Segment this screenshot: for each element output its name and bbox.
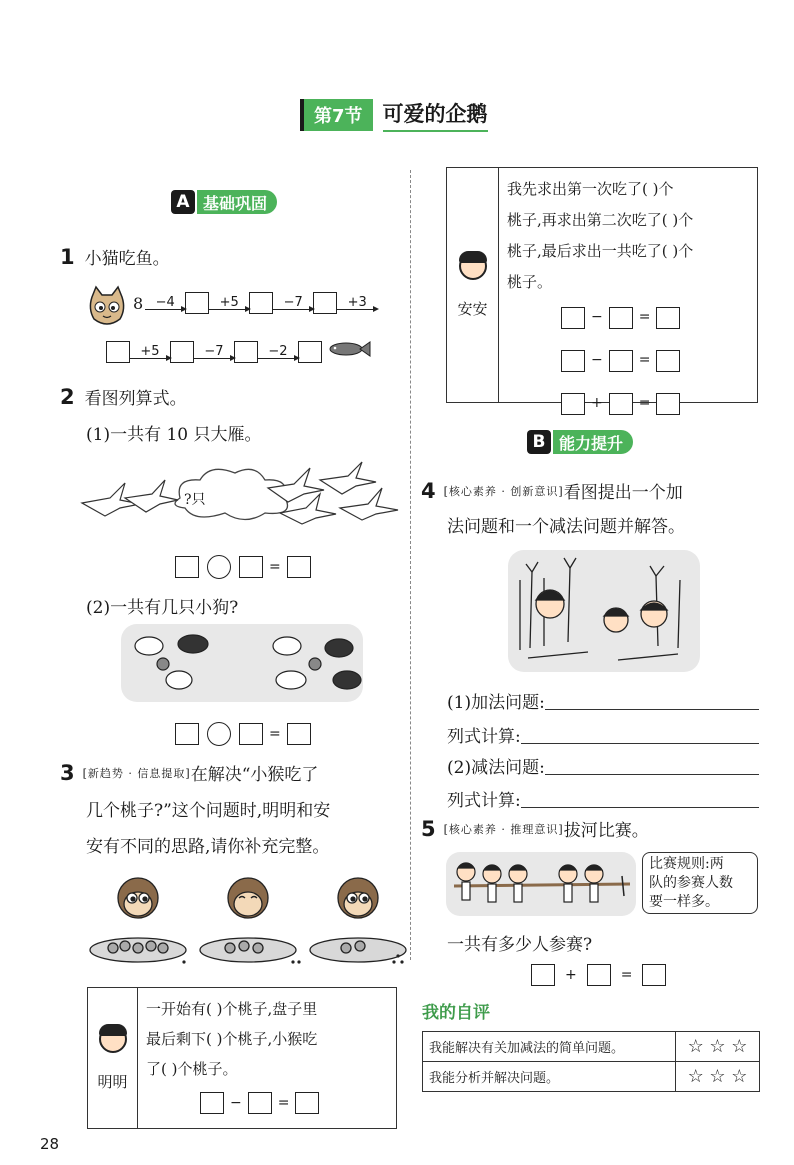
anan-box[interactable] [609, 393, 633, 415]
q4-add-label: (1)加法问题: [447, 693, 545, 713]
table-row [423, 1062, 760, 1092]
q4-heading [421, 478, 683, 503]
self-eval-title: 我的自评 [422, 1003, 490, 1023]
q2-equation-1 [175, 555, 311, 579]
q1-number: 1 [60, 244, 75, 269]
q4-calc1-line[interactable] [521, 722, 759, 744]
anan-name: 安安 [457, 299, 488, 318]
minus-sign: − [591, 352, 603, 368]
q2-operator-circle[interactable] [207, 555, 231, 579]
mingming-avatar-col [88, 988, 138, 1128]
q4-calc1-label: 列式计算: [447, 727, 521, 747]
q1-answer-box[interactable] [249, 292, 273, 314]
q1-arrow-2: +5 [209, 296, 249, 310]
anan-panel [446, 167, 758, 411]
section-b-letter: B [527, 430, 551, 454]
q4-sub-question-row [447, 753, 759, 778]
q4-add-answer-line[interactable] [545, 688, 759, 710]
minus-sign: − [230, 1095, 242, 1111]
equals-sign: = [638, 352, 651, 368]
q3-number: 3 [60, 760, 75, 785]
self-eval-row-text: 我能解决有关加减法的简单问题。 [423, 1032, 676, 1062]
anan-equations [561, 302, 749, 419]
anan-line3: 桃子,最后求出一共吃了( )个 [507, 242, 694, 260]
dogs-picture [121, 624, 363, 702]
section-a-letter: A [171, 190, 195, 214]
q2-operand-box[interactable] [239, 556, 263, 578]
equals-sign: = [269, 726, 281, 742]
equals-sign: = [269, 559, 281, 575]
chapter-header [300, 98, 488, 132]
minus-sign: − [591, 309, 603, 325]
geese-picture [80, 458, 400, 533]
mingming-panel [87, 987, 397, 1129]
anan-line2: 桃子,再求出第二次吃了( )个 [507, 211, 694, 229]
q2-operator-circle[interactable] [207, 722, 231, 746]
section-b-badge [527, 430, 633, 454]
q4-calc2-row [447, 786, 759, 811]
page-number: 28 [40, 1135, 60, 1153]
mingming-line3: 了( )个桃子。 [146, 1060, 238, 1078]
anan-line4: 桃子。 [507, 273, 553, 291]
star-rating[interactable]: ☆ ☆ ☆ [676, 1032, 760, 1062]
self-eval-row-text: 我能分析并解决问题。 [423, 1062, 676, 1092]
q5-question: 一共有多少人参赛? [447, 935, 593, 955]
q2-result-box[interactable] [287, 723, 311, 745]
planting-picture [508, 550, 700, 672]
q1-answer-box[interactable] [106, 341, 130, 363]
q4-number: 4 [421, 478, 436, 503]
equals-sign: = [620, 967, 633, 983]
section-label: 第7节 [300, 99, 373, 131]
q3-tag: [新趋势 · 信息提取] [82, 766, 191, 780]
mingming-line1: 一开始有( )个桃子,盘子里 [146, 1000, 318, 1018]
q2-result-box[interactable] [287, 556, 311, 578]
q1-arrow-3: −7 [273, 296, 313, 310]
q4-calc2-line[interactable] [521, 786, 759, 808]
mingming-equation [200, 1088, 388, 1118]
q1-answer-box[interactable] [313, 292, 337, 314]
fish-icon [326, 340, 372, 363]
q2-heading [60, 384, 187, 409]
q4-sub-label: (2)减法问题: [447, 758, 545, 778]
rule-bubble [642, 852, 758, 914]
anan-box[interactable] [656, 393, 680, 415]
anan-avatar-col [447, 168, 499, 402]
q2-operand-box[interactable] [175, 723, 199, 745]
q1-answer-box[interactable] [185, 292, 209, 314]
tug-of-war-picture [446, 852, 636, 921]
anan-box[interactable] [561, 393, 585, 415]
column-divider [410, 170, 411, 960]
anan-content [499, 168, 757, 411]
anan-box[interactable] [609, 307, 633, 329]
q1-answer-box[interactable] [234, 341, 258, 363]
q1-arrow-1: −4 [145, 296, 185, 310]
mingming-box[interactable] [248, 1092, 272, 1114]
anan-box[interactable] [656, 307, 680, 329]
self-eval-table [422, 1031, 760, 1092]
q4-calc1-row [447, 722, 759, 747]
section-a-label: 基础巩固 [197, 190, 277, 214]
q1-arrow-4: +3 [337, 296, 377, 310]
q2-operand-box[interactable] [239, 723, 263, 745]
section-b-label: 能力提升 [553, 430, 633, 454]
star-rating[interactable]: ☆ ☆ ☆ [676, 1062, 760, 1092]
q3-line2: 几个桃子?”这个问题时,明明和安 [86, 801, 331, 821]
q1-answer-box[interactable] [298, 341, 322, 363]
anan-box[interactable] [561, 307, 585, 329]
monkeys-picture [88, 870, 408, 971]
page-title: 可爱的企鹅 [383, 98, 488, 132]
equals-sign: = [638, 395, 651, 411]
mingming-line2: 最后剩下( )个桃子,小猴吃 [146, 1030, 318, 1048]
anan-box[interactable] [609, 350, 633, 372]
mingming-box[interactable] [295, 1092, 319, 1114]
q5-text: 拔河比赛。 [563, 821, 649, 841]
q5-box[interactable] [587, 964, 611, 986]
q5-heading [421, 816, 649, 841]
anan-equation-3 [561, 388, 749, 419]
q2-number: 2 [60, 384, 75, 409]
q1-arrow-7: −2 [258, 345, 298, 359]
q3-heading [60, 760, 318, 785]
q5-number: 5 [421, 816, 436, 841]
q2-text: 看图列算式。 [84, 389, 187, 409]
q3-line1: 在解决“小猴吃了 [190, 765, 319, 785]
equals-sign: = [638, 309, 651, 325]
anan-equation-1 [561, 302, 749, 333]
q1-row2 [106, 340, 372, 363]
q1-text: 小猫吃鱼。 [84, 249, 170, 269]
q5-box[interactable] [642, 964, 666, 986]
mingming-content [138, 988, 396, 1128]
avatar [459, 252, 487, 280]
anan-equation-2 [561, 345, 749, 376]
q4-sub-answer-line[interactable] [545, 753, 759, 775]
q4-add-question-row [447, 688, 759, 713]
q2-operand-box[interactable] [175, 556, 199, 578]
avatar [99, 1025, 127, 1053]
rule-line1: 比赛规则:两 [649, 856, 724, 872]
anan-line1: 我先求出第一次吃了( )个 [507, 180, 674, 198]
q4-calc2-label: 列式计算: [447, 791, 521, 811]
rule-line3: 要一样多。 [649, 894, 719, 910]
table-row [423, 1032, 760, 1062]
section-a-badge [171, 190, 277, 214]
q5-tag: [核心素养 · 推理意识] [443, 822, 564, 836]
q1-row1 [133, 292, 377, 314]
mingming-name: 明明 [97, 1072, 128, 1091]
equals-sign: = [277, 1095, 290, 1111]
q4-line2: 法问题和一个减法问题并解答。 [447, 517, 685, 537]
plus-sign: + [591, 395, 603, 411]
q5-box[interactable] [531, 964, 555, 986]
q1-answer-box[interactable] [170, 341, 194, 363]
q2-sub2: (2)一共有几只小狗? [86, 598, 239, 618]
q1-arrow-6: −7 [194, 345, 234, 359]
q3-line3: 安有不同的思路,请你补充完整。 [86, 837, 330, 857]
q2-sub1: (1)一共有 10 只大雁。 [86, 425, 262, 445]
cat-icon [84, 285, 130, 336]
q1-start-number: 8 [133, 293, 144, 313]
q2-equation-2 [175, 722, 311, 746]
plus-sign: + [565, 967, 577, 983]
q5-equation [531, 964, 666, 986]
q1-heading [60, 244, 170, 269]
rule-line2: 队的参赛人数 [649, 875, 733, 891]
anan-box[interactable] [656, 350, 680, 372]
anan-box[interactable] [561, 350, 585, 372]
mingming-box[interactable] [200, 1092, 224, 1114]
q4-line1: 看图提出一个加 [563, 483, 683, 503]
q1-arrow-5: +5 [130, 345, 170, 359]
q4-tag: [核心素养 · 创新意识] [443, 484, 564, 498]
cloud-label: ?只 [184, 492, 206, 508]
